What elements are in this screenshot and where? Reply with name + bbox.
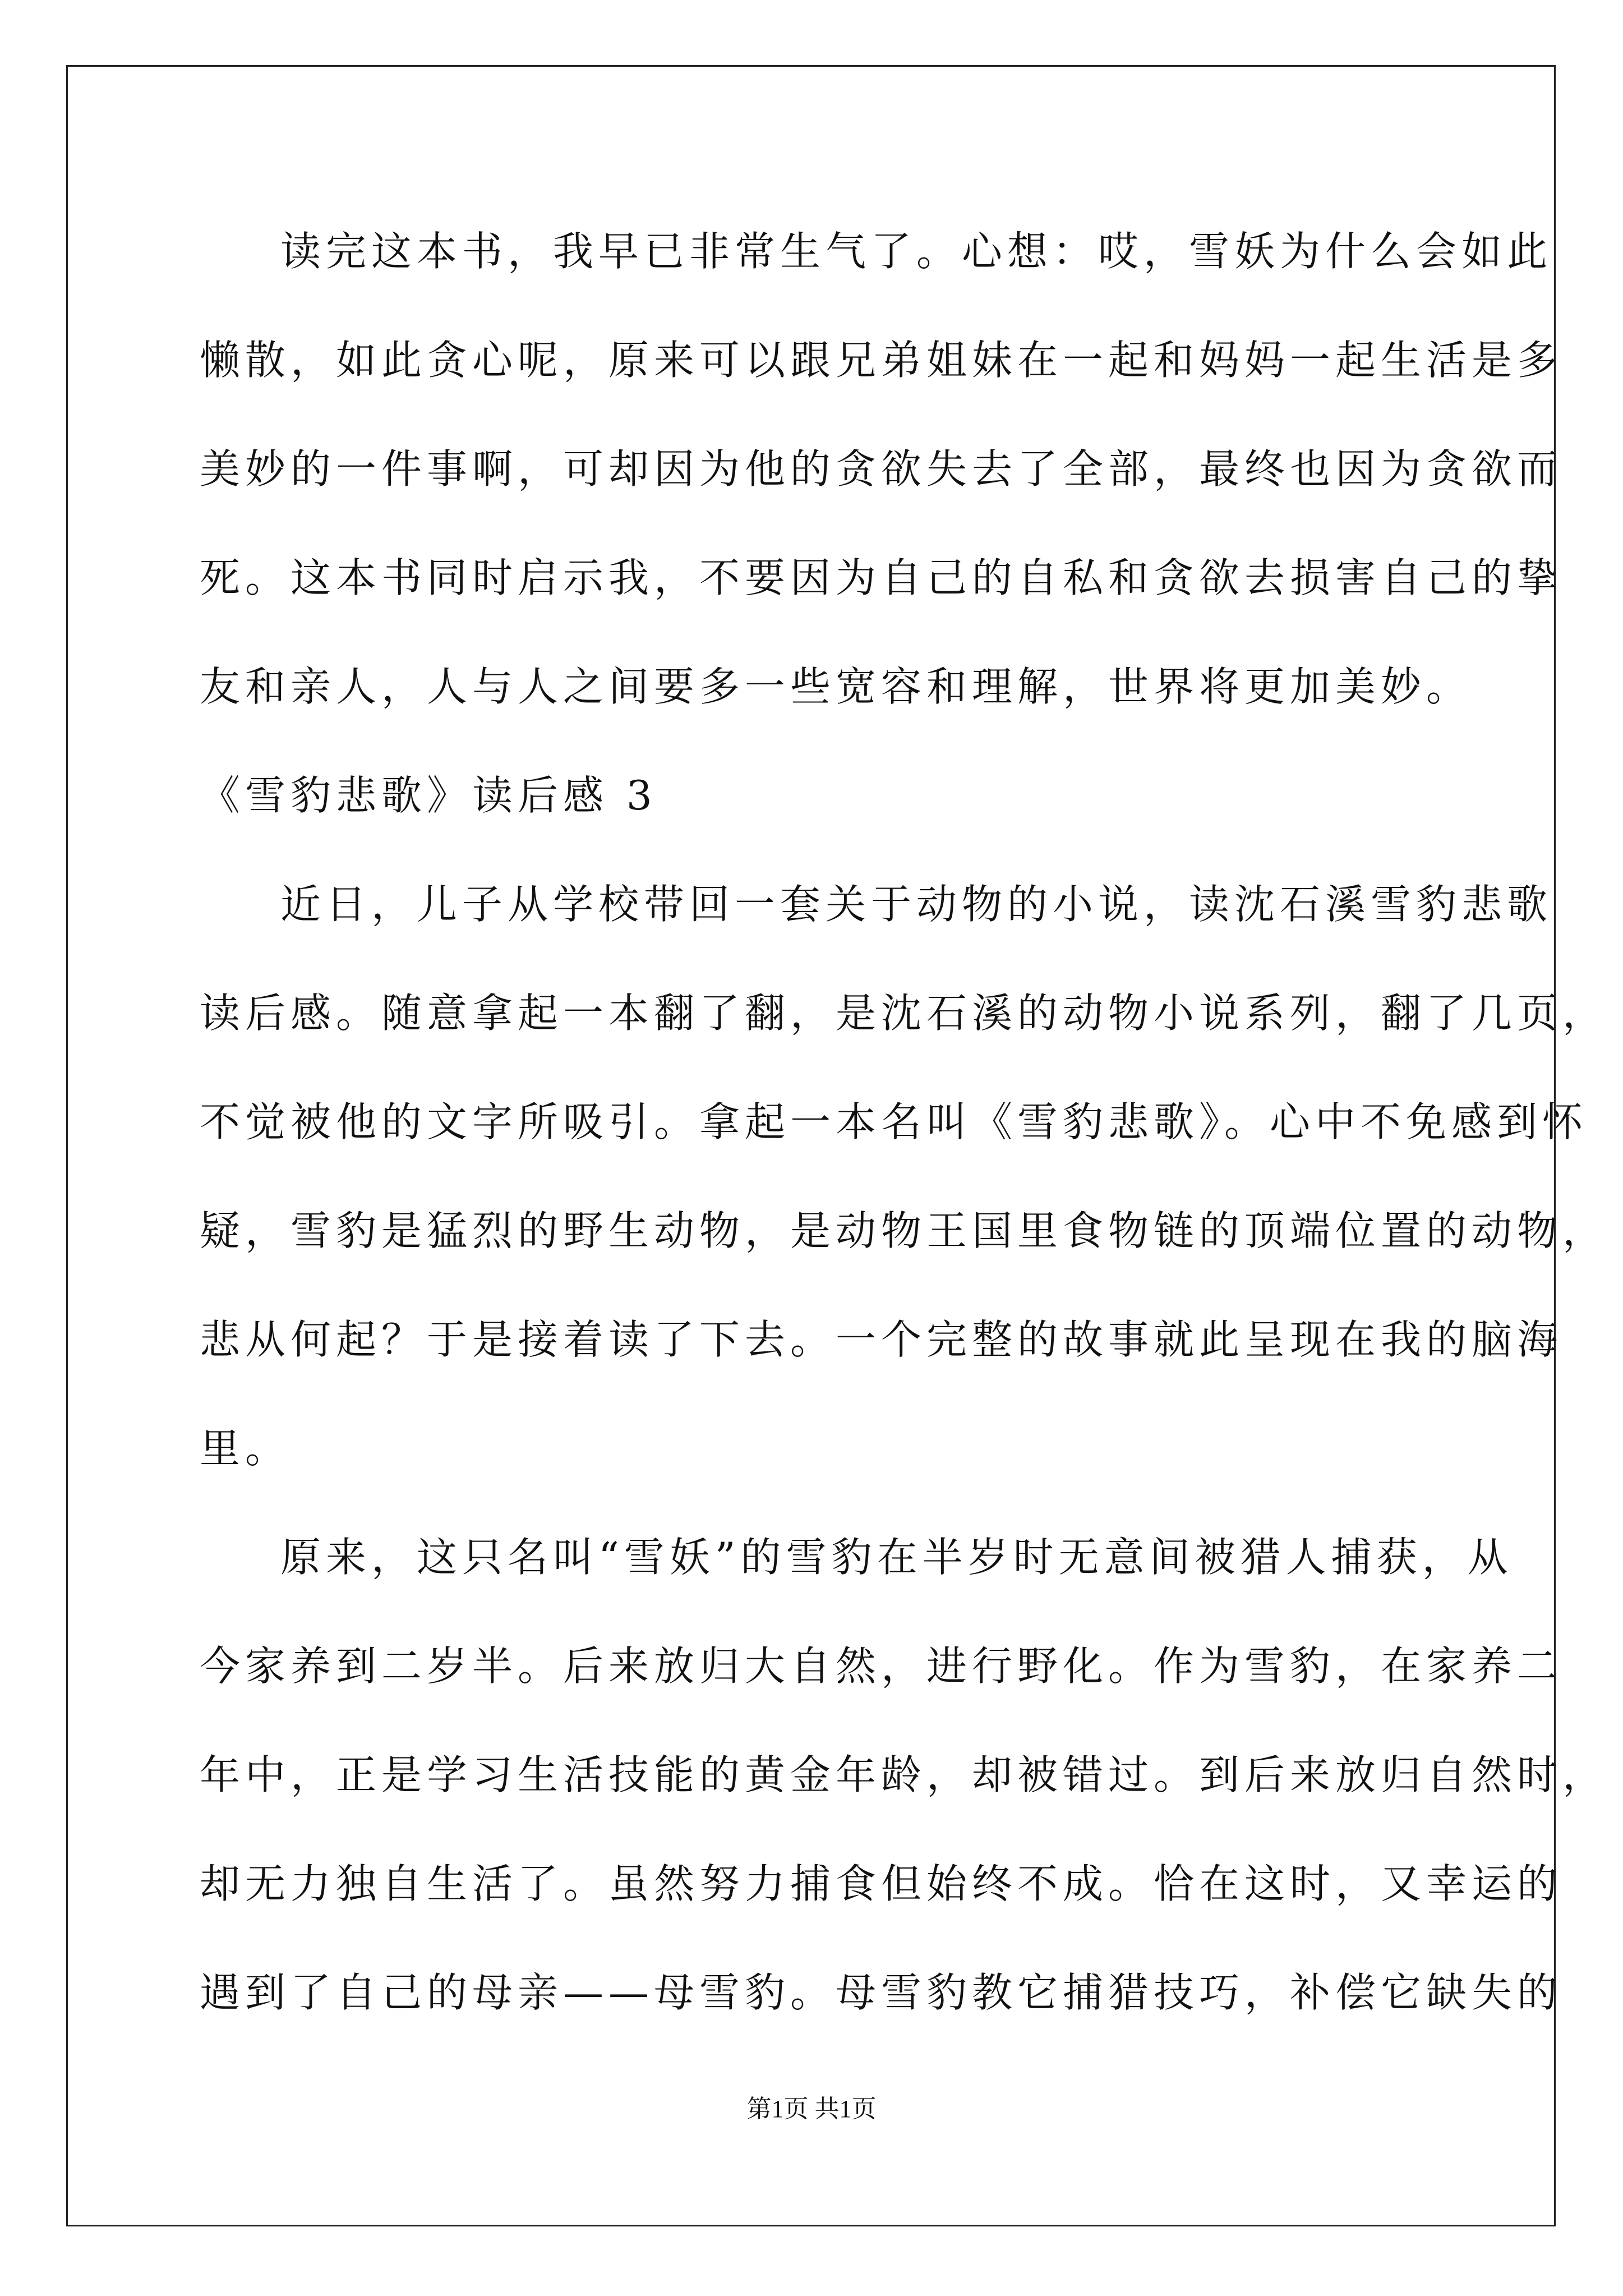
- paragraph-line: 死。这本书同时启示我，不要因为自己的自私和贪欲去损害自己的挚: [200, 554, 1563, 601]
- paragraph-line: 原来，这只名叫“雪妖”的雪豹在半岁时无意间被猎人捕获，从: [280, 1534, 1513, 1581]
- paragraph-line: 遇到了自己的母亲——母雪豹。母雪豹教它捕猎技巧，补偿它缺失的: [200, 1969, 1563, 2016]
- section-heading: 《雪豹悲歌》读后感 3: [200, 772, 657, 819]
- paragraph-line: 读后感。随意拿起一本翻了翻，是沈石溪的动物小说系列，翻了几页，: [200, 990, 1608, 1037]
- paragraph-line: 今家养到二岁半。后来放归大自然，进行野化。作为雪豹，在家养二: [200, 1642, 1563, 1690]
- page-footer: 第1页 共1页: [746, 2095, 877, 2123]
- paragraph-line: 不觉被他的文字所吸引。拿起一本名叫《雪豹悲歌》。心中不免感到怀: [200, 1098, 1588, 1145]
- paragraph-line: 近日，儿子从学校带回一套关于动物的小说，读沈石溪雪豹悲歌: [280, 881, 1553, 928]
- paragraph-line: 疑，雪豹是猛烈的野生动物，是动物王国里食物链的顶端位置的动物，: [200, 1207, 1608, 1254]
- paragraph-line: 友和亲人，人与人之间要多一些宽容和理解，世界将更加美妙。: [200, 663, 1472, 710]
- paragraph-line: 悲从何起？于是接着读了下去。一个完整的故事就此呈现在我的脑海: [200, 1316, 1563, 1363]
- paragraph-line: 读完这本书，我早已非常生气了。心想：哎，雪妖为什么会如此: [280, 228, 1553, 275]
- paragraph-line: 年中，正是学习生活技能的黄金年龄，却被错过。到后来放归自然时，: [200, 1751, 1608, 1798]
- paragraph-line: 却无力独自生活了。虽然努力捕食但始终不成。恰在这时，又幸运的: [200, 1860, 1563, 1907]
- paragraph-line: 懒散，如此贪心呢，原来可以跟兄弟姐妹在一起和妈妈一起生活是多: [200, 337, 1563, 384]
- paragraph-line: 里。: [200, 1425, 291, 1472]
- document-body: [200, 218, 1608, 2068]
- paragraph-line: 美妙的一件事啊，可却因为他的贪欲失去了全部，最终也因为贪欲而: [200, 445, 1563, 493]
